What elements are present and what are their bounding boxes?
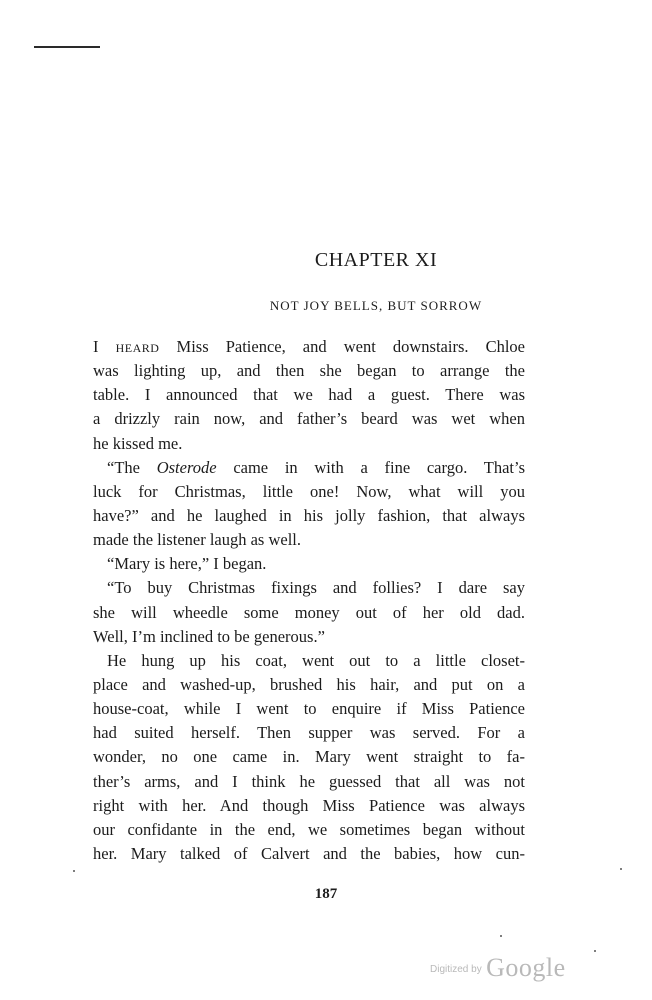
text-run: she will wheedle some money out of her old dad.	[93, 602, 525, 622]
speck-mark	[594, 950, 596, 952]
page-number-text: 187	[314, 886, 338, 902]
text-line	[93, 552, 525, 576]
text-line	[93, 528, 525, 552]
text-line	[93, 625, 525, 649]
text-run: had suited herself. Then supper was served. For a	[93, 723, 525, 743]
speck-mark	[73, 870, 75, 872]
text-run: table. I announced that we had a guest. There was	[93, 385, 525, 405]
text-line	[93, 770, 525, 794]
text-run: luck for Christmas, little one! Now, what will you	[93, 481, 525, 501]
text-line	[93, 504, 525, 528]
watermark-brand-logo: Google	[486, 953, 566, 982]
text-line	[93, 480, 525, 504]
digitized-by-watermark	[430, 953, 566, 983]
text-line	[93, 673, 525, 697]
text-line	[93, 359, 525, 383]
text-run: came in with a fine cargo. That’s	[216, 457, 525, 477]
speck-mark	[500, 935, 502, 937]
text-run: place and washed-up, brushed his hair, and put on a	[93, 674, 525, 694]
text-line	[93, 697, 525, 721]
body-text	[93, 335, 525, 866]
text-run: made the listener laugh as well.	[93, 530, 302, 550]
text-run: our confidante in the end, we sometimes began without	[93, 819, 525, 839]
text-run: was lighting up, and then she began to arrange the	[93, 361, 525, 381]
text-run: her. Mary talked of Calvert and the babies, how cun-	[93, 843, 525, 863]
text-run: house-coat, while I went to enquire if Miss Patience	[93, 699, 525, 719]
top-rule-mark	[34, 46, 100, 48]
text-run: have?” and he laughed in his jolly fashion, that always	[93, 505, 525, 525]
chapter-subtitle	[0, 298, 652, 314]
text-run: he kissed me.	[93, 433, 183, 453]
text-line	[93, 842, 525, 866]
chapter-title-text: CHAPTER XI	[314, 249, 438, 271]
text-run: heard	[115, 337, 160, 356]
text-run: right with her. And though Miss Patience was always	[93, 795, 525, 815]
text-line	[93, 576, 525, 600]
text-run: Miss Patience, and went downstairs. Chloe	[159, 337, 526, 356]
text-line	[93, 456, 525, 480]
text-line	[93, 745, 525, 769]
text-run: “Mary is here,” I began.	[107, 554, 267, 574]
text-line	[93, 432, 525, 456]
text-line	[93, 818, 525, 842]
text-run: Well, I’m inclined to be generous.”	[93, 626, 325, 646]
text-line	[93, 794, 525, 818]
text-run: He hung up his coat, went out to a little closet-	[107, 650, 525, 670]
text-line	[93, 601, 525, 625]
text-line	[93, 721, 525, 745]
watermark-prefix: Digitized by	[430, 964, 482, 975]
text-line	[93, 649, 525, 673]
text-line	[93, 335, 525, 359]
chapter-subtitle-text: NOT JOY BELLS, BUT SORROW	[269, 298, 483, 313]
text-run: I	[93, 337, 116, 356]
text-run: “The	[107, 457, 157, 477]
text-run: “To buy Christmas fixings and follies? I dare say	[107, 578, 525, 598]
text-run: a drizzly rain now, and father’s beard was wet when	[93, 409, 525, 429]
text-line	[93, 407, 525, 431]
text-run: Osterode	[156, 457, 217, 477]
chapter-title	[0, 249, 652, 272]
text-run: wonder, no one came in. Mary went straight to fa-	[93, 747, 525, 767]
text-line	[93, 383, 525, 407]
speck-mark	[620, 868, 622, 870]
text-run: ther’s arms, and I think he guessed that all was not	[93, 771, 525, 791]
page-number	[0, 886, 652, 903]
